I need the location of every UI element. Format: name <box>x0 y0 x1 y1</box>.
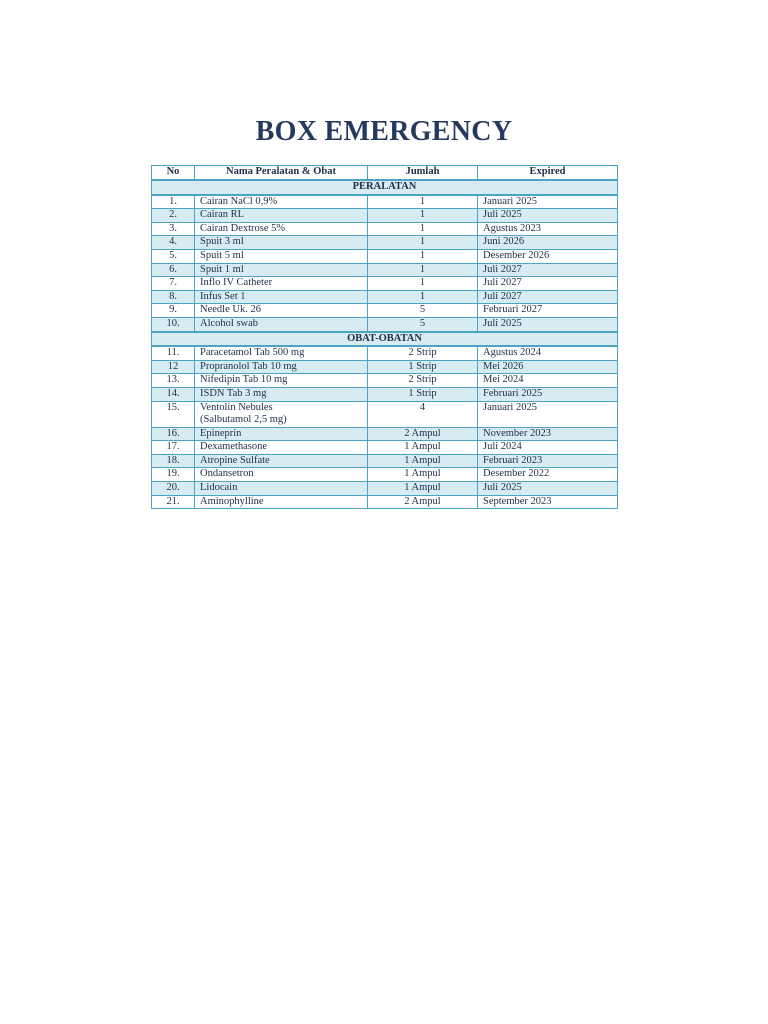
table-row <box>152 209 618 223</box>
cell-qty: 1 Ampul <box>368 454 478 468</box>
cell-no: 1. <box>152 195 195 209</box>
cell-no: 8. <box>152 290 195 304</box>
table-row <box>152 482 618 496</box>
cell-name-text: Aminophylline <box>200 495 264 507</box>
cell-name <box>195 195 368 209</box>
table-row <box>152 304 618 318</box>
cell-name-text: Paracetamol Tab 500 mg <box>200 347 305 359</box>
cell-no: 13. <box>152 374 195 388</box>
cell-name <box>195 427 368 441</box>
cell-no: 3. <box>152 222 195 236</box>
cell-expired: Januari 2025 <box>478 401 618 427</box>
cell-expired: Juli 2027 <box>478 277 618 291</box>
cell-name-text: Needle Uk. 26 <box>200 304 261 316</box>
table-row <box>152 374 618 388</box>
cell-name <box>195 236 368 250</box>
cell-qty: 1 Ampul <box>368 468 478 482</box>
cell-name <box>195 495 368 509</box>
table-row <box>152 263 618 277</box>
cell-qty: 2 Ampul <box>368 427 478 441</box>
cell-no: 11. <box>152 346 195 360</box>
table-row <box>152 346 618 360</box>
cell-no: 19. <box>152 468 195 482</box>
table-row <box>152 427 618 441</box>
cell-name <box>195 441 368 455</box>
cell-name <box>195 290 368 304</box>
cell-name <box>195 360 368 374</box>
cell-name-text: Epineprin <box>200 427 242 439</box>
table-row <box>152 360 618 374</box>
cell-name <box>195 454 368 468</box>
cell-qty: 1 <box>368 209 478 223</box>
cell-qty: 1 <box>368 249 478 263</box>
cell-expired: Februari 2027 <box>478 304 618 318</box>
cell-expired: Mei 2026 <box>478 360 618 374</box>
cell-no: 17. <box>152 441 195 455</box>
cell-name-text: Ventolin Nebules <box>200 401 273 413</box>
cell-no: 20. <box>152 482 195 496</box>
cell-expired: Agustus 2023 <box>478 222 618 236</box>
cell-expired: Mei 2024 <box>478 374 618 388</box>
table-row <box>152 387 618 401</box>
cell-expired: Juli 2024 <box>478 441 618 455</box>
cell-name-text: Alcohol swab <box>200 317 259 329</box>
table-row <box>152 317 618 331</box>
cell-no: 14. <box>152 387 195 401</box>
section-header-row <box>152 332 618 347</box>
cell-expired: Agustus 2024 <box>478 346 618 360</box>
cell-name <box>195 209 368 223</box>
cell-name <box>195 482 368 496</box>
cell-name-text: Ondansetron <box>200 468 254 480</box>
cell-no: 10. <box>152 317 195 331</box>
cell-qty: 1 <box>368 277 478 291</box>
table-body <box>152 180 618 509</box>
cell-no: 4. <box>152 236 195 250</box>
table-row <box>152 441 618 455</box>
cell-expired: Juli 2025 <box>478 209 618 223</box>
header-no: No <box>152 166 195 181</box>
cell-name-text: Nifedipin Tab 10 mg <box>200 374 288 386</box>
cell-qty: 5 <box>368 317 478 331</box>
cell-qty: 2 Strip <box>368 346 478 360</box>
cell-name-text: Lidocain <box>200 482 238 494</box>
cell-expired: November 2023 <box>478 427 618 441</box>
table-row <box>152 222 618 236</box>
section-header-row <box>152 180 618 195</box>
cell-qty: 1 Strip <box>368 387 478 401</box>
table-row <box>152 401 618 427</box>
cell-expired: September 2023 <box>478 495 618 509</box>
cell-qty: 4 <box>368 401 478 427</box>
cell-qty: 1 <box>368 290 478 304</box>
page-title: BOX EMERGENCY <box>255 116 513 147</box>
cell-name <box>195 346 368 360</box>
cell-name <box>195 401 368 427</box>
cell-name-text: Atropine Sulfate <box>200 454 270 466</box>
cell-name <box>195 304 368 318</box>
table-row <box>152 277 618 291</box>
cell-expired: Juli 2027 <box>478 290 618 304</box>
cell-name-text: ISDN Tab 3 mg <box>200 387 267 399</box>
cell-no: 16. <box>152 427 195 441</box>
table-row <box>152 290 618 304</box>
cell-qty: 1 Ampul <box>368 441 478 455</box>
cell-qty: 1 <box>368 195 478 209</box>
cell-no: 15. <box>152 401 195 427</box>
cell-name-text: Inflo IV Catheter <box>200 277 273 289</box>
cell-name-text: Cairan NaCl 0,9% <box>200 195 278 207</box>
cell-expired: Desember 2026 <box>478 249 618 263</box>
table-row <box>152 249 618 263</box>
cell-name-text: Cairan RL <box>200 209 245 221</box>
cell-name-text: Cairan Dextrose 5% <box>200 222 286 234</box>
cell-expired: Februari 2023 <box>478 454 618 468</box>
cell-name-text: Spuit 5 ml <box>200 249 244 261</box>
cell-expired: Juli 2025 <box>478 482 618 496</box>
cell-no: 9. <box>152 304 195 318</box>
emergency-table <box>151 165 618 509</box>
cell-no: 7. <box>152 277 195 291</box>
cell-expired: Juni 2026 <box>478 236 618 250</box>
cell-no: 18. <box>152 454 195 468</box>
cell-name-text: Propranolol Tab 10 mg <box>200 360 297 372</box>
cell-name <box>195 387 368 401</box>
cell-expired: Februari 2025 <box>478 387 618 401</box>
cell-qty: 1 <box>368 263 478 277</box>
section-title: PERALATAN <box>152 180 618 195</box>
cell-no: 5. <box>152 249 195 263</box>
cell-qty: 1 Ampul <box>368 482 478 496</box>
cell-no: 2. <box>152 209 195 223</box>
table-row <box>152 495 618 509</box>
header-row <box>152 166 618 181</box>
table-row <box>152 468 618 482</box>
section-title: OBAT-OBATAN <box>152 332 618 347</box>
cell-no: 6. <box>152 263 195 277</box>
cell-qty: 1 Strip <box>368 360 478 374</box>
cell-name <box>195 277 368 291</box>
cell-name <box>195 263 368 277</box>
header-qty: Jumlah <box>368 166 478 181</box>
cell-name-text: Dexamethasone <box>200 441 268 453</box>
cell-name <box>195 249 368 263</box>
table-row <box>152 236 618 250</box>
cell-qty: 1 <box>368 236 478 250</box>
cell-name <box>195 222 368 236</box>
cell-qty: 5 <box>368 304 478 318</box>
table-row <box>152 454 618 468</box>
cell-expired: Juli 2027 <box>478 263 618 277</box>
table-row <box>152 195 618 209</box>
cell-name-text: Spuit 1 ml <box>200 263 244 275</box>
cell-no: 21. <box>152 495 195 509</box>
cell-expired: Desember 2022 <box>478 468 618 482</box>
cell-name-text: Infus Set 1 <box>200 290 246 302</box>
cell-name-text: Spuit 3 ml <box>200 236 244 248</box>
cell-qty: 1 <box>368 222 478 236</box>
header-name: Nama Peralatan & Obat <box>195 166 368 181</box>
cell-name <box>195 374 368 388</box>
cell-no: 12 <box>152 360 195 374</box>
cell-qty: 2 Ampul <box>368 495 478 509</box>
header-expired: Expired <box>478 166 618 181</box>
cell-name <box>195 317 368 331</box>
cell-qty: 2 Strip <box>368 374 478 388</box>
cell-name <box>195 468 368 482</box>
cell-expired: Juli 2025 <box>478 317 618 331</box>
cell-name-subtext: (Salbutamol 2,5 mg) <box>200 414 287 426</box>
cell-expired: Januari 2025 <box>478 195 618 209</box>
